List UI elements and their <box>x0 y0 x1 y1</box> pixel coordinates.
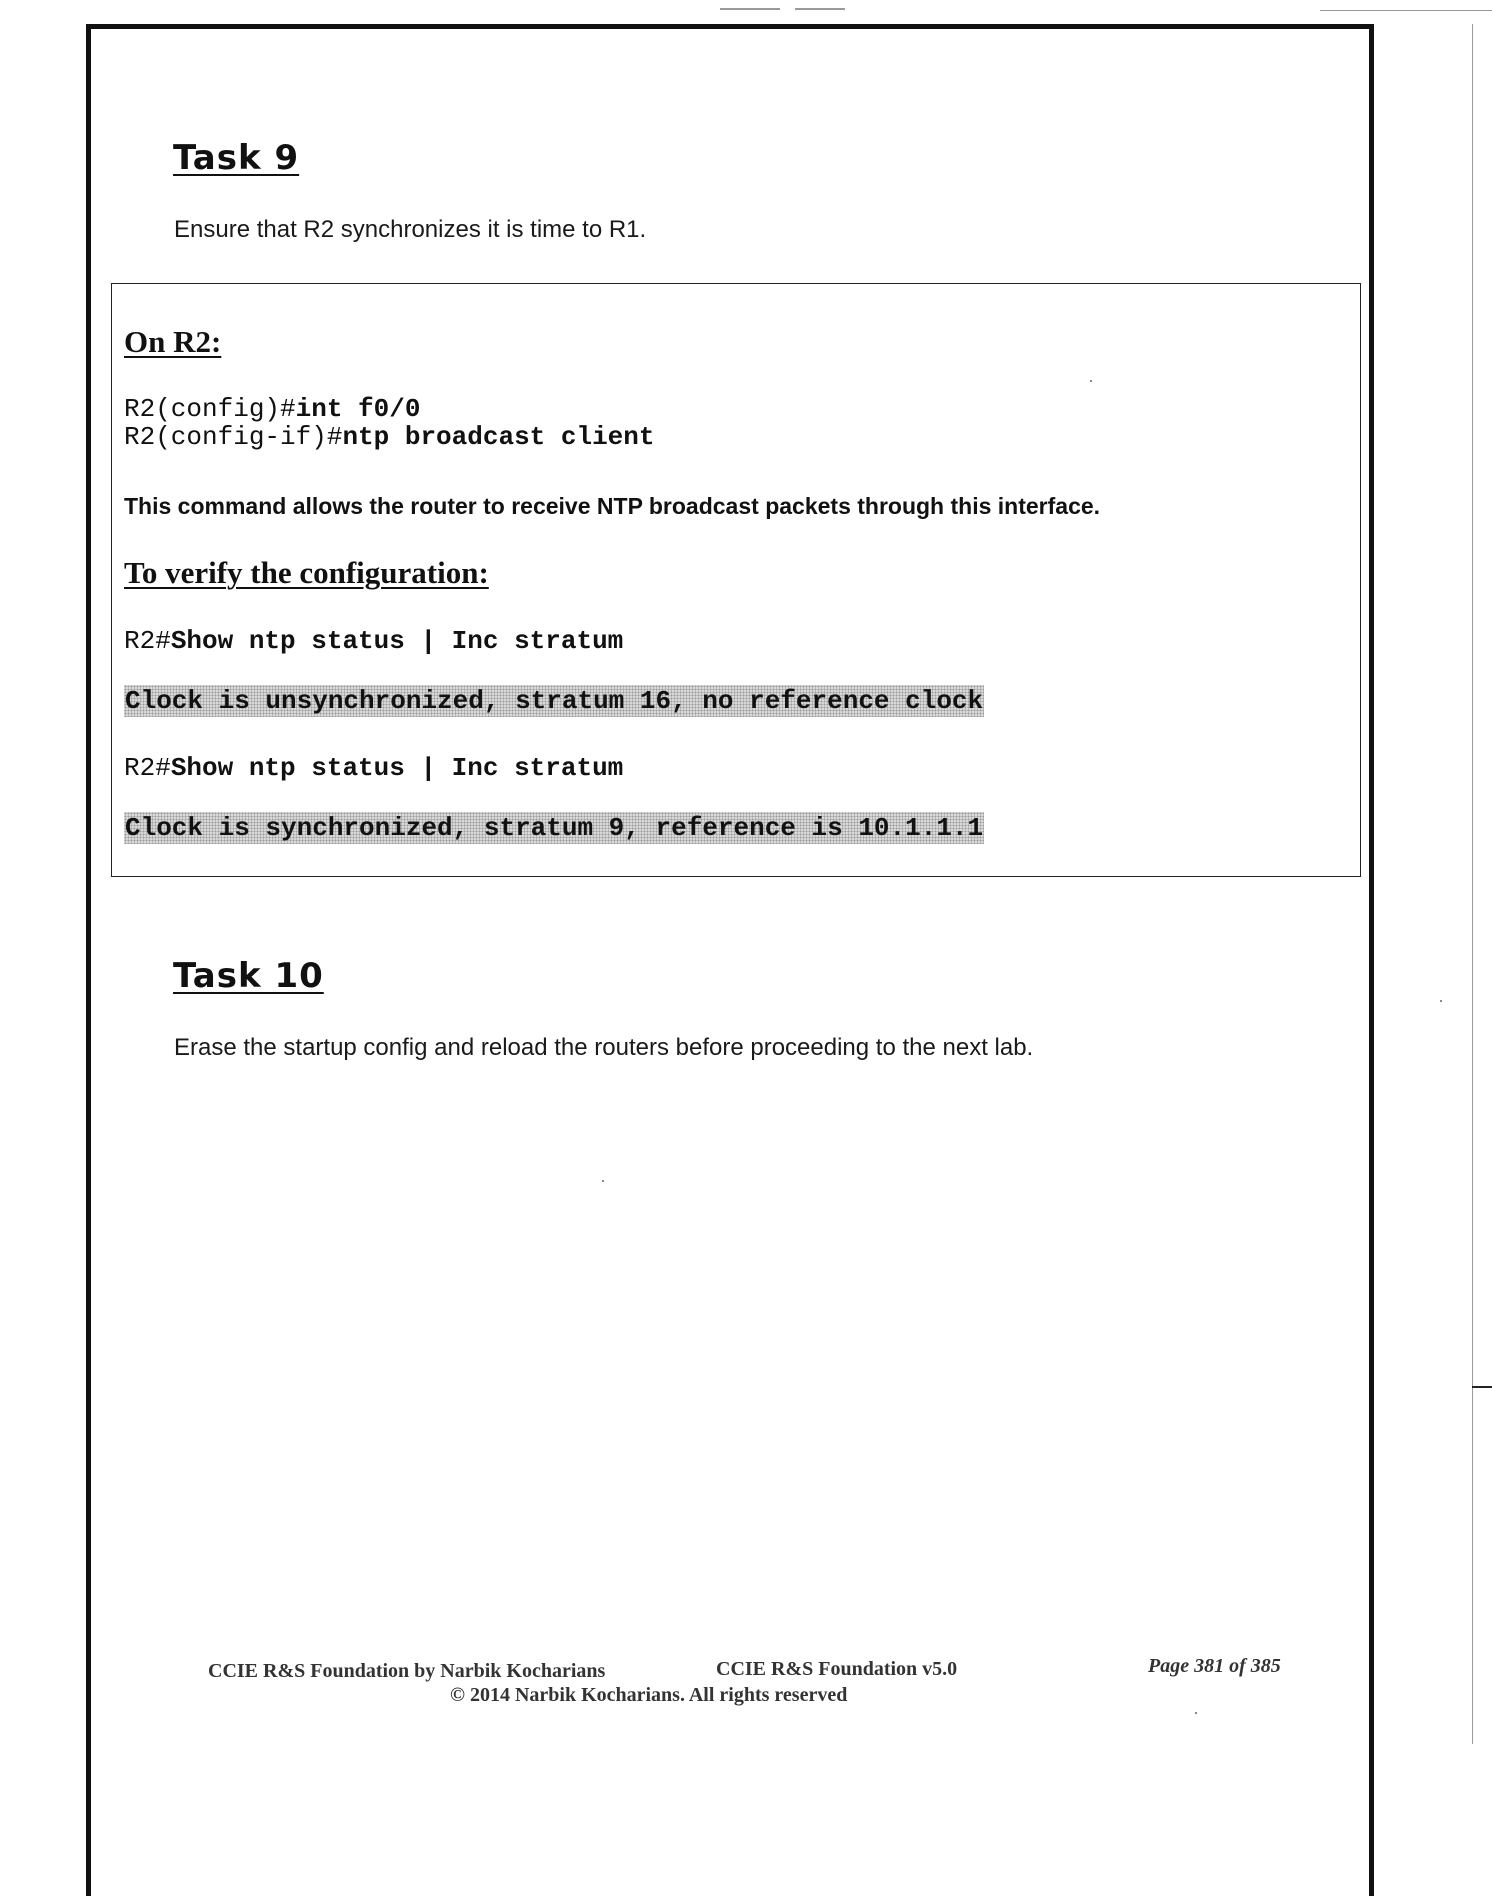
verify-prompt: R2# <box>124 753 171 783</box>
verify-command: Show ntp status | Inc stratum <box>170 626 624 656</box>
footer-author: CCIE R&S Foundation by Narbik Kocharians <box>208 1660 606 1682</box>
task-10-heading: Task 10 <box>173 956 324 996</box>
config-prompt: R2(config-if)# <box>124 422 343 452</box>
scan-artifact <box>795 8 845 10</box>
scan-artifact <box>720 8 780 10</box>
config-command: ntp broadcast client <box>342 422 655 452</box>
config-line-1 <box>124 394 420 424</box>
solution-box <box>111 283 1361 877</box>
scan-speck <box>602 1180 604 1182</box>
scan-speck <box>1195 1712 1197 1714</box>
config-line-2 <box>124 422 655 452</box>
config-prompt: R2(config)# <box>124 394 296 424</box>
footer-copyright: © 2014 Narbik Kocharians. All rights reserved <box>450 1684 848 1706</box>
scan-speck <box>1440 1000 1442 1002</box>
task-9-heading: Task 9 <box>173 138 300 178</box>
adjacent-page-mark <box>1472 1386 1492 1388</box>
verify-heading: To verify the configuration: <box>124 555 489 590</box>
verify-output-2: Clock is synchronized, stratum 9, reference is 10.1.1.1 <box>125 813 984 843</box>
verify-prompt: R2# <box>124 626 171 656</box>
task-9-description: Ensure that R2 synchronizes it is time to R1. <box>174 216 647 243</box>
footer-version: CCIE R&S Foundation v5.0 <box>716 1658 958 1680</box>
adjacent-page-edge <box>1472 24 1473 1744</box>
task-10-description: Erase the startup config and reload the routers before proceeding to the next lab. <box>174 1034 1034 1061</box>
scan-speck <box>1090 380 1092 382</box>
verify-command-1 <box>124 626 623 656</box>
footer-page-number: Page 381 of 385 <box>1148 1655 1281 1677</box>
command-explanation: This command allows the router to receive NTP broadcast packets through this interface. <box>124 493 1101 519</box>
on-router-heading: On R2: <box>124 324 222 359</box>
verify-command: Show ntp status | Inc stratum <box>170 753 624 783</box>
scan-artifact <box>1320 10 1492 11</box>
verify-output-1: Clock is unsynchronized, stratum 16, no reference clock <box>125 686 984 716</box>
config-command: int f0/0 <box>295 394 421 424</box>
verify-command-2 <box>124 753 623 783</box>
